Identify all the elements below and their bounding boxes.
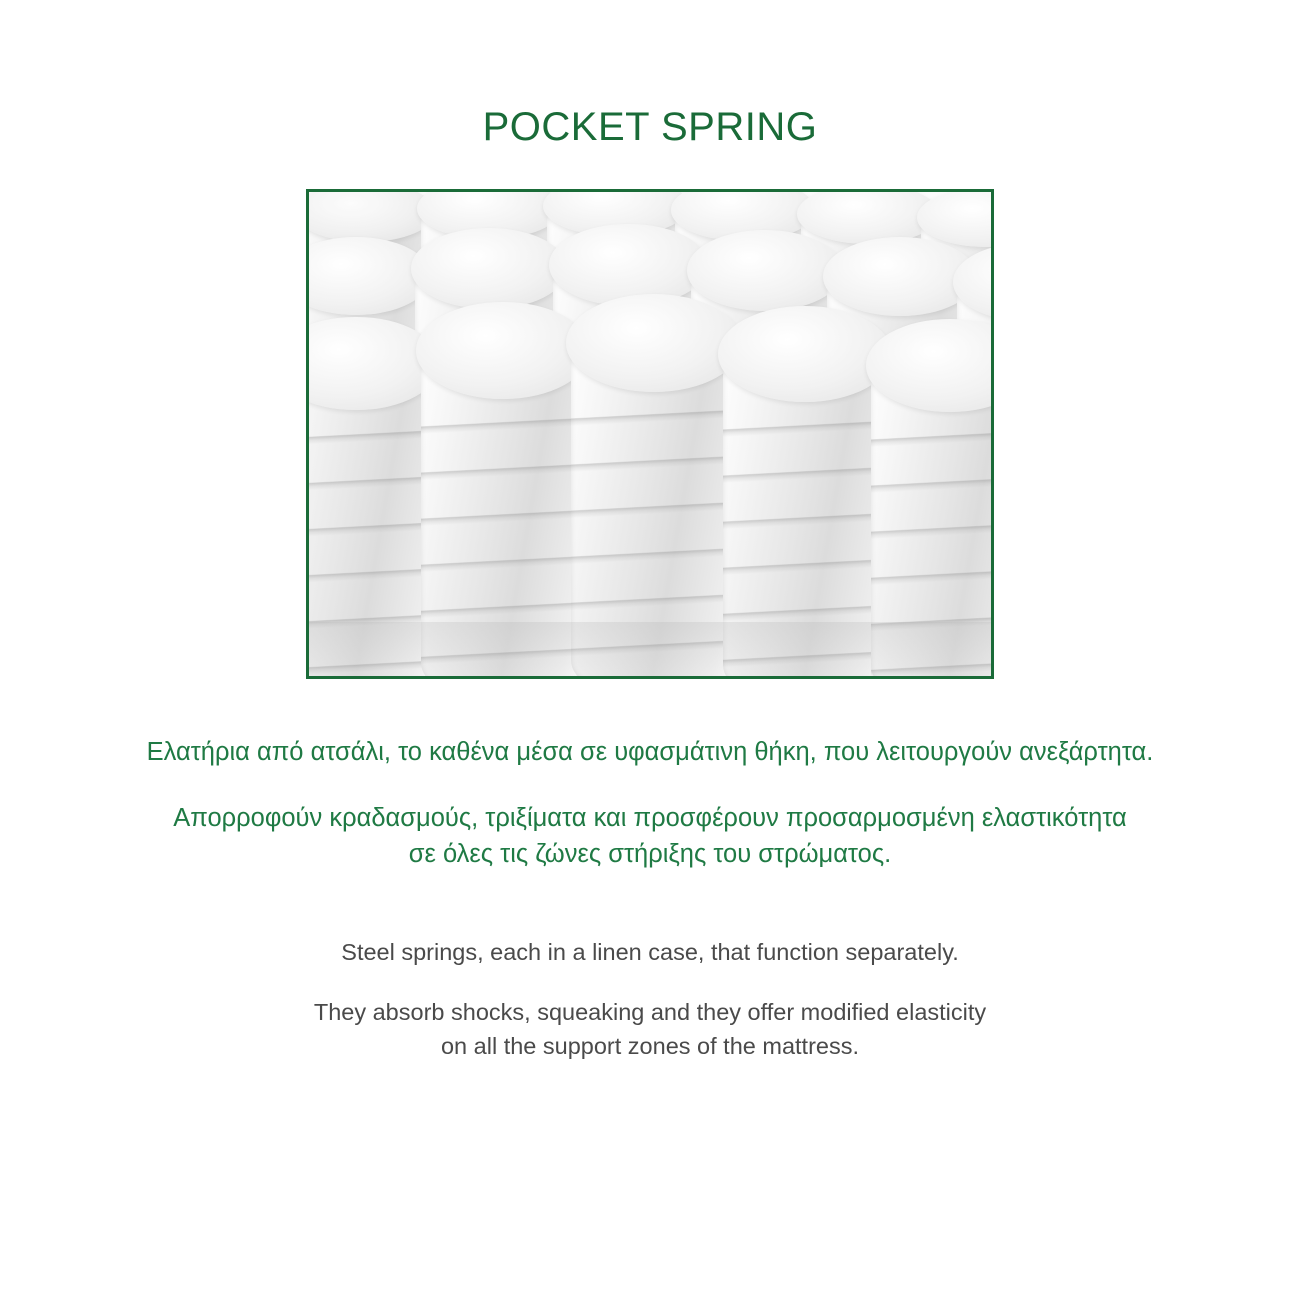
english-paragraph-1: Steel springs, each in a linen case, that function separately. — [341, 938, 959, 965]
pocket-spring-image-frame — [306, 189, 994, 679]
description-block — [0, 734, 1300, 1063]
figure-container — [0, 189, 1300, 679]
english-paragraph-2-line-1: They absorb shocks, squeaking and they offer modified elasticity — [313, 998, 987, 1025]
text-spacer — [0, 873, 1300, 935]
page-title: POCKET SPRING — [482, 105, 818, 149]
pocket-spring-illustration — [309, 192, 991, 676]
english-paragraph-2-line-2: on all the support zones of the mattress. — [440, 1032, 859, 1059]
english-paragraph-2 — [0, 995, 1300, 1063]
greek-paragraph-2 — [0, 800, 1300, 872]
greek-paragraph-2-line-1: Απορροφούν κραδασμούς, τριξίματα και προσφέρουν προσαρμοσμένη ελαστικότητα — [173, 804, 1127, 833]
greek-paragraph-2-line-2: σε όλες τις ζώνες στήριξης του στρώματος. — [408, 840, 892, 869]
greek-paragraph-1: Ελατήρια από ατσάλι, το καθένα μέσα σε υφασμάτινη θήκη, που λειτουργούν ανεξάρτητα. — [146, 738, 1154, 766]
